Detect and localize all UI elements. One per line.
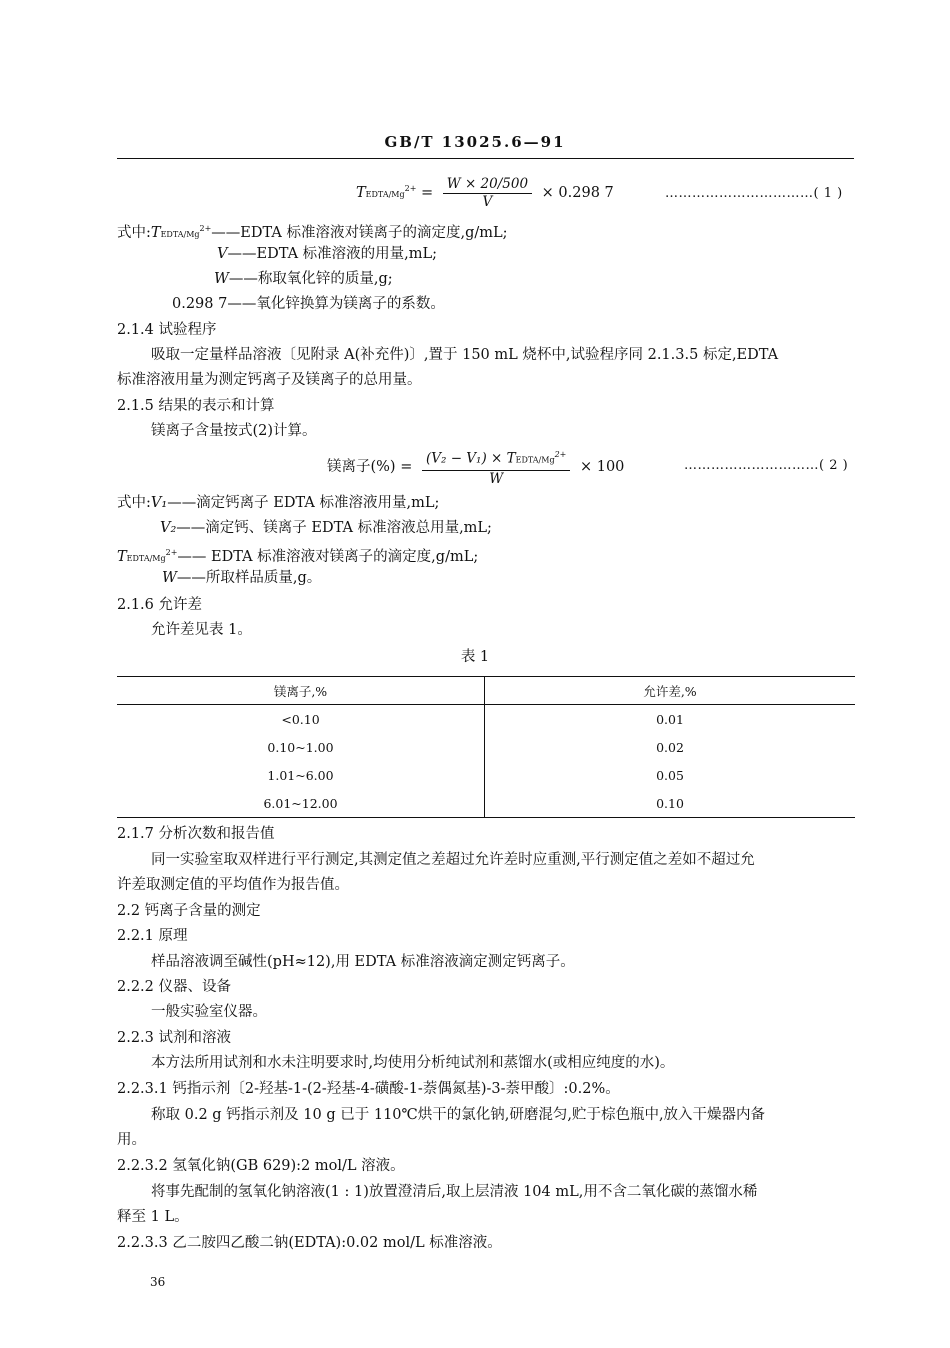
eq2-numerator-superscript: 2+ — [554, 450, 567, 459]
where1-sub-1: EDTA/Mg — [160, 229, 200, 239]
document-header: GB/T 13025.6—91 — [384, 133, 566, 151]
section-2-1-4-title: 2.1.4 试验程序 — [117, 322, 217, 338]
section-2-1-5-title: 2.1.5 结果的表示和计算 — [117, 398, 275, 414]
where2-desc-4: ——所取样品质量,g。 — [176, 570, 322, 586]
table-cell-tolerance: 0.01 — [656, 711, 684, 727]
where1-desc-1: ——EDTA 标准溶液对镁离子的滴定度,g/mL; — [211, 224, 508, 241]
eq1-numerator: W × 20/500 — [443, 176, 532, 194]
where1-desc-3: ——称取氧化锌的质量,g; — [228, 271, 393, 287]
eq2-lhs: 镁离子(%) = — [327, 458, 413, 475]
equation-2 — [327, 447, 624, 487]
where1-sup-1: 2+ — [199, 224, 212, 233]
section-2-1-7-para-line-2: 许差取测定值的平均值作为报告值。 — [117, 877, 349, 893]
section-2-2-3-2-title: 2.2.3.2 氢氧化钠(GB 629):2 mol/L 溶液。 — [117, 1158, 405, 1174]
where1-desc-4: ——氧化锌换算为镁离子的系数。 — [227, 296, 445, 312]
where-prefix-2: 式中: — [117, 495, 151, 511]
where2-sym-3: T — [117, 548, 127, 565]
table-caption: 表 1 — [460, 649, 490, 665]
eq1-number: ……………………………( 1 ) — [665, 186, 843, 201]
section-2-2-3-3-title: 2.2.3.3 乙二胺四乙酸二钠(EDTA):0.02 mol/L 标准溶液。 — [117, 1235, 502, 1251]
equation-1 — [356, 176, 614, 210]
where2-sym-1: V₁ — [150, 495, 168, 511]
section-2-2-2-title: 2.2.2 仪器、设备 — [117, 979, 232, 995]
where2-line-4 — [162, 568, 321, 588]
where2-desc-2: ——滴定钙、镁离子 EDTA 标准溶液总用量,mL; — [176, 520, 492, 536]
where1-line-4 — [172, 294, 445, 314]
section-2-1-7-title: 2.1.7 分析次数和报告值 — [117, 826, 275, 842]
eq2-number: …………………………( 2 ) — [684, 458, 849, 473]
where1-sym-2: V — [217, 246, 228, 262]
section-2-2-3-1-title: 2.2.3.1 钙指示剂〔2-羟基-1-(2-羟基-4-磺酸-1-萘偶氮基)-3-萘甲酸〕:0.2%。 — [117, 1081, 620, 1097]
section-2-2-3-2-para-line-1: 将事先配制的氢氧化钠溶液(1 : 1)放置澄清后,取上层清液 104 mL,用不含二氧化碳的蒸馏水稀 — [151, 1184, 758, 1200]
section-2-1-6-title: 2.1.6 允许差 — [117, 597, 203, 613]
table-row — [117, 789, 855, 818]
eq1-fraction — [443, 176, 532, 210]
where1-sym-1: T — [150, 224, 161, 241]
table-cell-tolerance: 0.10 — [485, 789, 856, 818]
table-cell-mg: 0.10~1.00 — [117, 733, 485, 761]
section-2-1-4-para-line-2: 标准溶液用量为测定钙离子及镁离子的总用量。 — [117, 372, 422, 388]
where1-line-2 — [217, 244, 437, 264]
header-rule — [117, 158, 854, 159]
where1-line-1 — [117, 219, 508, 245]
where2-sub-3: EDTA/Mg — [126, 553, 166, 563]
eq2-numerator-main: (V₂ − V₁) × T — [425, 450, 516, 467]
eq1-lhs-symbol: T — [356, 185, 366, 201]
eq2-fraction — [422, 447, 570, 487]
table-header-tolerance: 允许差,% — [485, 677, 856, 705]
eq2-denominator: W — [489, 470, 504, 487]
where2-sym-2: V₂ — [160, 520, 177, 536]
where1-sym-4: 0.298 7 — [172, 296, 228, 312]
table-cell-mg: 6.01~12.00 — [117, 789, 485, 818]
table-cell-mg: <0.10 — [117, 705, 485, 734]
eq2-tail: × 100 — [579, 458, 625, 475]
page-number: 36 — [150, 1275, 166, 1289]
where2-sym-4: W — [162, 570, 177, 586]
table-row — [117, 761, 855, 789]
where1-sym-3: W — [214, 271, 229, 287]
where1-line-3 — [214, 269, 393, 289]
section-2-1-4-para-line-1: 吸取一定量样品溶液〔见附录 A(补充件)〕,置于 150 mL 烧杯中,试验程序同 2.1.3.5 标定,EDTA — [151, 347, 779, 363]
table-cell-tolerance: 0.02 — [656, 739, 684, 755]
table-header-mg: 镁离子,% — [117, 677, 485, 705]
section-2-2-1-title: 2.2.1 原理 — [117, 928, 188, 944]
section-2-2-2-para: 一般实验室仪器。 — [151, 1004, 267, 1020]
where2-desc-3: —— EDTA 标准溶液对镁离子的滴定度,g/mL; — [177, 548, 479, 565]
eq2-numerator — [422, 447, 570, 471]
eq1-denominator: V — [482, 194, 493, 210]
where1-desc-2: ——EDTA 标准溶液的用量,mL; — [227, 246, 438, 262]
eq1-lhs-subscript: EDTA/Mg — [365, 190, 405, 199]
section-2-2-title: 2.2 钙离子含量的测定 — [117, 903, 261, 919]
tolerance-table — [117, 676, 855, 818]
eq1-tail: × 0.298 7 — [541, 185, 614, 201]
section-2-2-3-para: 本方法所用试剂和水未注明要求时,均使用分析纯试剂和蒸馏水(或相应纯度的水)。 — [151, 1055, 675, 1071]
table-row — [117, 705, 855, 734]
where2-line-2 — [160, 518, 492, 538]
where2-line-1 — [117, 493, 439, 513]
eq1-lhs-superscript: 2+ — [404, 184, 417, 194]
where2-line-3 — [117, 543, 478, 569]
section-2-1-7-para-line-1: 同一实验室取双样进行平行测定,其测定值之差超过允许差时应重测,平行测定值之差如不超过允 — [151, 852, 755, 868]
where-prefix: 式中: — [117, 224, 151, 241]
table-cell-mg: 1.01~6.00 — [117, 761, 485, 789]
where2-sup-3: 2+ — [165, 548, 178, 557]
section-2-2-3-1-para-line-2: 用。 — [117, 1132, 146, 1148]
eq2-numerator-subscript: EDTA/Mg — [515, 455, 555, 465]
section-2-1-5-para: 镁离子含量按式(2)计算。 — [151, 423, 317, 439]
table-row — [117, 733, 855, 761]
where2-desc-1: ——滴定钙离子 EDTA 标准溶液用量,mL; — [167, 495, 440, 511]
section-2-2-3-title: 2.2.3 试剂和溶液 — [117, 1030, 232, 1046]
section-2-2-1-para: 样品溶液调至碱性(pH≈12),用 EDTA 标准溶液滴定测定钙离子。 — [151, 954, 575, 970]
section-2-1-6-para: 允许差见表 1。 — [151, 622, 252, 638]
table-header-row — [117, 677, 855, 705]
section-2-2-3-1-para-line-1: 称取 0.2 g 钙指示剂及 10 g 已于 110℃烘干的氯化钠,研磨混匀,贮于棕色瓶中,放入干燥器内备 — [151, 1107, 766, 1123]
eq1-equals: = — [421, 185, 434, 201]
section-2-2-3-2-para-line-2: 释至 1 L。 — [117, 1209, 189, 1225]
table-cell-tolerance: 0.05 — [656, 767, 684, 783]
